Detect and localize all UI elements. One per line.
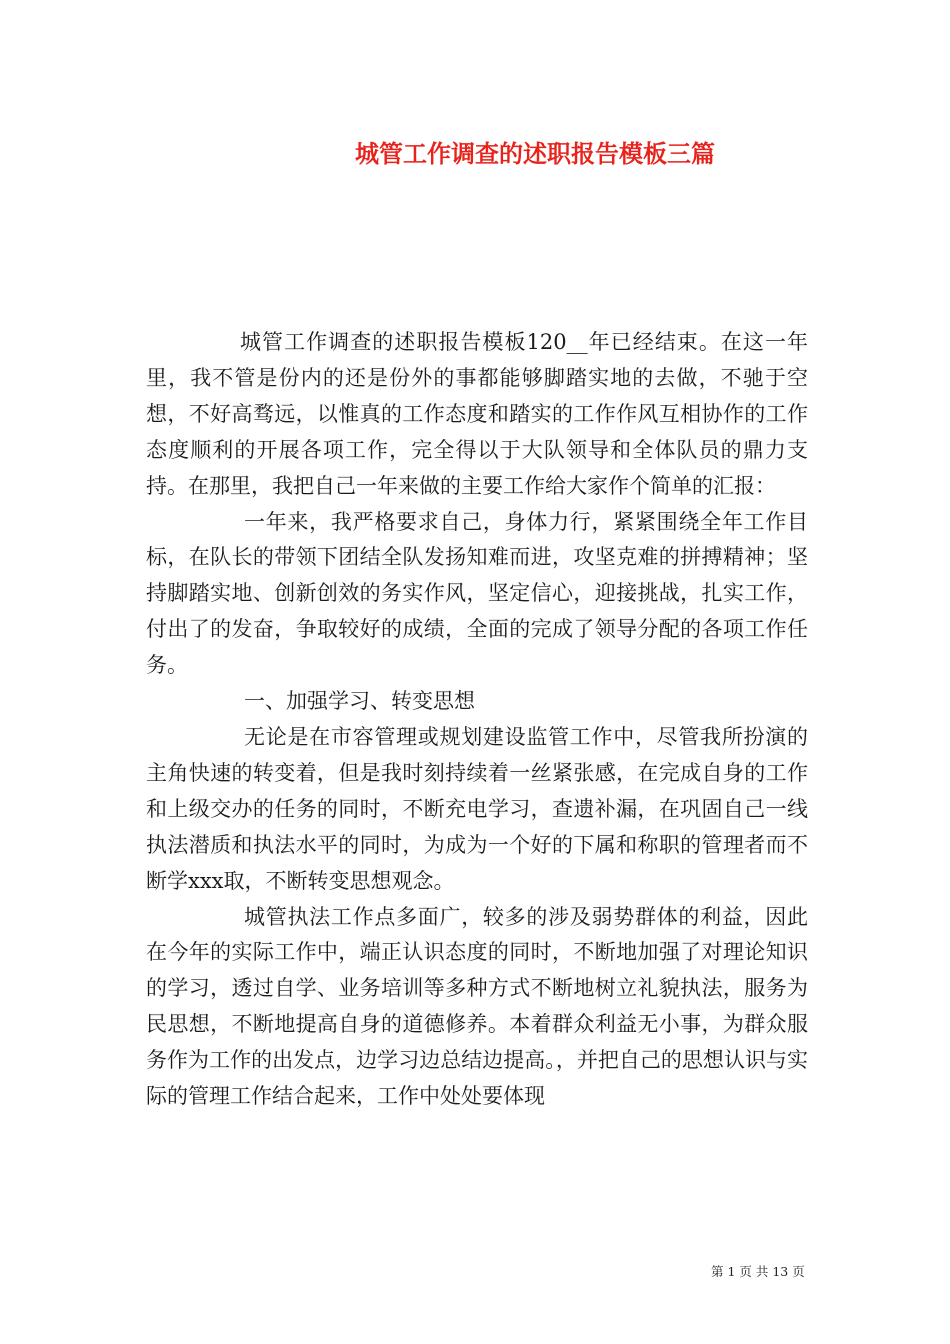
document-body: [146, 325, 808, 1115]
paragraph-learning: 无论是在市容管理或规划建设监管工作中，尽管我所扮演的主角快速的转变着，但是我时刻持续着一丝紧张感，在完成自身的工作和上级交办的任务的同时，不断充电学习，查遗补漏，在巩固自己一线执法潜质和执法水平的同时，为成为一个好的下属和称职的管理者而不断学xxx取，不断转变思想观念。: [146, 724, 808, 893]
page-number: 第 1 页 共 13 页: [711, 1264, 805, 1279]
section-heading: 一、加强学习、转变思想: [244, 689, 475, 714]
paragraph-enforcement: 城管执法工作点多面广，较多的涉及弱势群体的利益，因此在今年的实际工作中，端正认识态度的同时，不断地加强了对理论知识的学习，透过自学、业务培训等多种方式不断地树立礼貌执法，服务为民思想，不断地提高自身的道德修养。本着群众利益无小事，为群众服务作为工作的出发点，边学习边总结边提高。，并把自己的思想认识与实际的管理工作结合起来，工作中处处要体现: [146, 904, 808, 1109]
document-title: 城管工作调查的述职报告模板三篇: [355, 139, 715, 168]
paragraph-intro: 城管工作调查的述职报告模板120__年已经结束。在这一年里，我不管是份内的还是份外的事都能够脚踏实地的去做，不驰于空想，不好高骛远，以惟真的工作态度和踏实的工作作风互相协作的工作态度顺利的开展各项工作，完全得以于大队领导和全体队员的鼎力支持。在那里，我把自己一年来做的主要工作给大家作个简单的汇报：: [146, 330, 808, 498]
paragraph-summary: 一年来，我严格要求自己，身体力行，紧紧围绕全年工作目标，在队长的带领下团结全队发扬知难而进，攻坚克难的拼搏精神；坚持脚踏实地、创新创效的务实作风，坚定信心，迎接挑战，扎实工作，付出了的发奋，争取较好的成绩，全面的完成了领导分配的各项工作任务。: [146, 509, 808, 678]
